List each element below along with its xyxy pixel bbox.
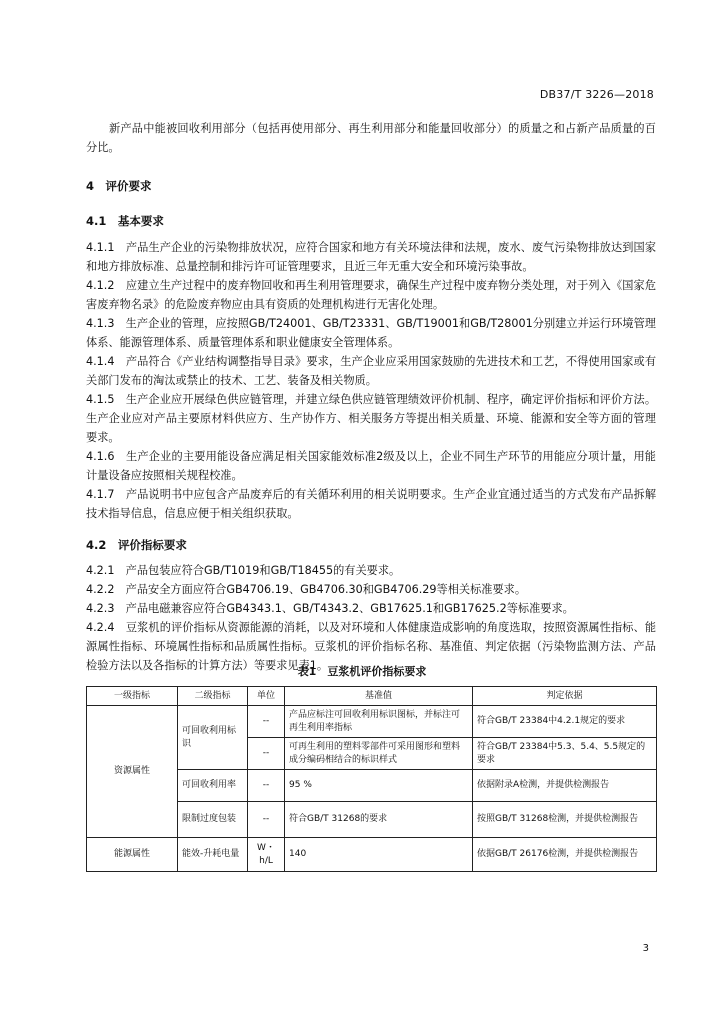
table-row xyxy=(87,706,657,738)
unit-cell: -- xyxy=(248,738,285,770)
table-header-row xyxy=(87,687,657,706)
category-cell: 资源属性 xyxy=(87,706,178,838)
clause-4-1-7: 4.1.7 产品说明书中应包含产品废弃后的有关循环利用的相关说明要求。生产企业宜通过适当的方式发布产品拆解技术指导信息，信息应便于相关组织获取。 xyxy=(86,488,656,520)
table-row xyxy=(87,838,657,872)
clause-4-1-6: 4.1.6 生产企业的主要用能设备应满足相关国家能效标准2级及以上，企业不同生产环节的用能应分项计量，用能计量设备应按照相关规程校准。 xyxy=(86,450,656,482)
unit-cell: -- xyxy=(248,802,285,838)
clause-4-2-1: 4.2.1 产品包装应符合GB/T1019和GB/T18455的有关要求。 xyxy=(86,564,401,577)
basis-cell: 符合GB/T 23384中5.3、5.4、5.5规定的要求 xyxy=(473,738,657,770)
indicator-cell: 能效-升耗电量 xyxy=(178,838,248,872)
basis-cell: 按照GB/T 31268检测，并提供检测报告 xyxy=(473,802,657,838)
unit-cell: -- xyxy=(248,770,285,802)
baseline-cell: 可再生利用的塑料零部件可采用图形和塑料成分编码相结合的标识样式 xyxy=(285,738,473,770)
basis-cell: 符合GB/T 23384中4.2.1规定的要求 xyxy=(473,706,657,738)
section-4-1-heading: 4.1 基本要求 xyxy=(86,214,164,228)
category-cell: 能源属性 xyxy=(87,838,178,872)
col-header: 判定依据 xyxy=(473,687,657,706)
page-number: 3 xyxy=(642,943,649,954)
clause-4-1-3: 4.1.3 生产企业的管理，应按照GB/T24001、GB/T23331、GB/T19001和GB/T28001分别建立并运行环境管理体系、能源管理体系、质量管理体系和职业健康安全管理体系。 xyxy=(86,317,656,349)
basis-cell: 依据附录A检测，并提供检测报告 xyxy=(473,770,657,802)
clause-4-1-5: 4.1.5 生产企业应开展绿色供应链管理，并建立绿色供应链管理绩效评价机制、程序，确定评价指标和评价方法。生产企业应对产品主要原材料供应方、生产协作方、相关服务方等提出相关质量、环境、能源和安全等方面的管理要求。 xyxy=(86,393,656,444)
col-header: 一级指标 xyxy=(87,687,178,706)
unit-cell: W・h/L xyxy=(248,838,285,872)
clause-4-2-2: 4.2.2 产品安全方面应符合GB4706.19、GB4706.30和GB4706.29等相关标准要求。 xyxy=(86,583,527,596)
standard-code-header: DB37/T 3226—2018 xyxy=(539,88,654,101)
clause-4-1-2: 4.1.2 应建立生产过程中的废弃物回收和再生利用管理要求，确保生产过程中废弃物分类处理，对于列入《国家危害废弃物名录》的危险废弃物应由具有资质的处理机构进行无害化处理。 xyxy=(86,279,656,311)
col-header: 单位 xyxy=(248,687,285,706)
intro-paragraph: 新产品中能被回收利用部分（包括再使用部分、再生利用部分和能量回收部分）的质量之和占新产品质量的百分比。 xyxy=(86,122,656,154)
clause-4-2-4: 4.2.4 豆浆机的评价指标从资源能源的消耗，以及对环境和人体健康造成影响的角度选取，按照资源属性指标、能源属性指标、环境属性指标和品质属性指标。豆浆机的评价指标名称、基准值、判定依据（污染物监测方法、产品检验方法以及各指标的计算方法）等要求见表1。 xyxy=(86,621,656,672)
indicator-table xyxy=(86,686,657,872)
baseline-cell: 产品应标注可回收利用标识图标，并标注可再生利用率指标 xyxy=(285,706,473,738)
section-4-heading: 4 评价要求 xyxy=(86,179,152,193)
unit-cell: -- xyxy=(248,706,285,738)
indicator-cell: 可回收利用标识 xyxy=(178,706,248,770)
table-caption: 表1 豆浆机评价指标要求 xyxy=(297,665,427,678)
baseline-cell: 140 xyxy=(285,838,473,872)
col-header: 二级指标 xyxy=(178,687,248,706)
clause-4-2-3: 4.2.3 产品电磁兼容应符合GB4343.1、GB/T4343.2、GB17625.1和GB17625.2等标准要求。 xyxy=(86,602,574,615)
section-4-2-heading: 4.2 评价指标要求 xyxy=(86,538,187,552)
baseline-cell: 符合GB/T 31268的要求 xyxy=(285,802,473,838)
clause-4-1-1: 4.1.1 产品生产企业的污染物排放状况，应符合国家和地方有关环境法律和法规，废水、废气污染物排放达到国家和地方排放标准、总量控制和排污许可证管理要求，且近三年无重大安全和环境污染事故。 xyxy=(86,241,656,273)
clause-4-1-4: 4.1.4 产品符合《产业结构调整指导目录》要求，生产企业应采用国家鼓励的先进技术和工艺，不得使用国家或有关部门发布的淘汰或禁止的技术、工艺、装备及相关物质。 xyxy=(86,355,656,387)
indicator-cell: 限制过度包装 xyxy=(178,802,248,838)
col-header: 基准值 xyxy=(285,687,473,706)
indicator-cell: 可回收利用率 xyxy=(178,770,248,802)
basis-cell: 依据GB/T 26176检测，并提供检测报告 xyxy=(473,838,657,872)
baseline-cell: 95 % xyxy=(285,770,473,802)
